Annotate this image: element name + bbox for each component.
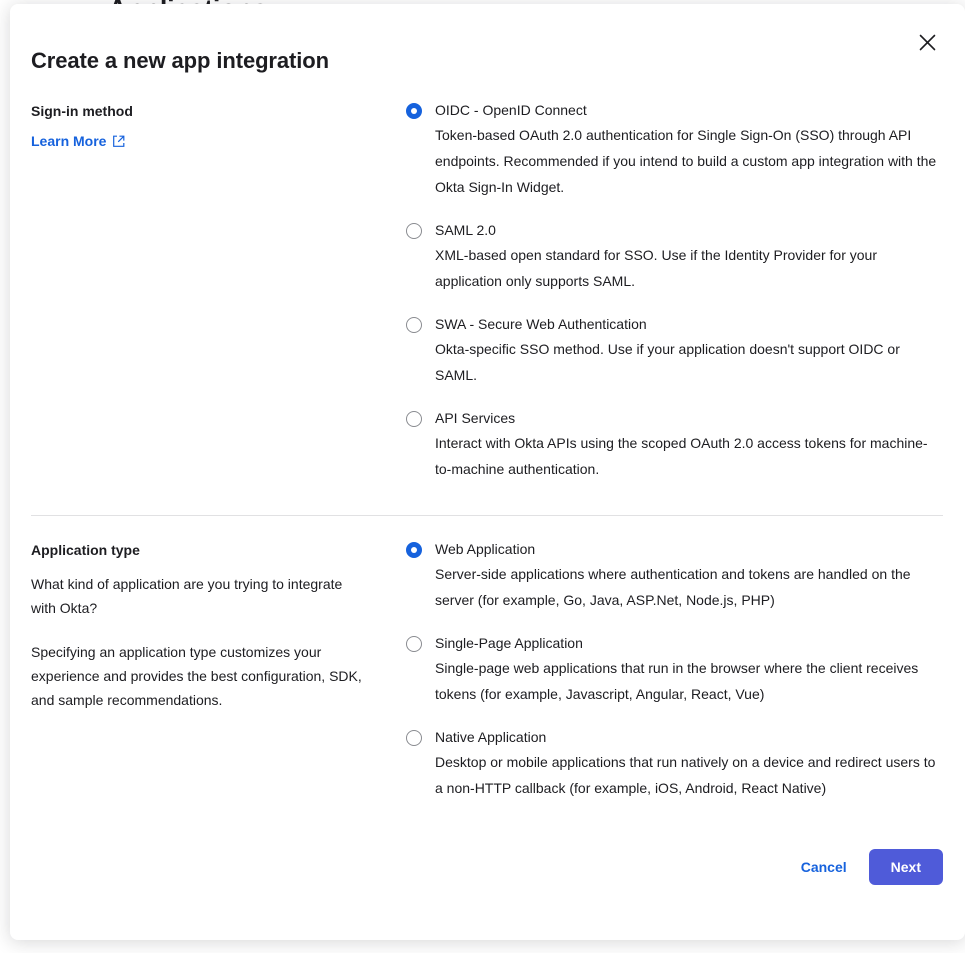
sign-in-method-label: Sign-in method	[31, 103, 133, 119]
radio-oidc-openid-connect[interactable]	[406, 103, 422, 119]
option-title: SAML 2.0	[435, 222, 496, 238]
close-icon[interactable]	[913, 28, 941, 56]
application-type-labels	[31, 539, 406, 712]
application-type-options	[406, 539, 943, 801]
sign-in-method-options	[406, 100, 943, 482]
radio-single-page-application[interactable]	[406, 636, 422, 652]
external-link-icon	[112, 135, 125, 148]
next-button[interactable]: Next	[869, 849, 943, 885]
option-title: SWA - Secure Web Authentication	[435, 316, 647, 332]
learn-more-link[interactable]	[31, 133, 125, 149]
option-description: XML-based open standard for SSO. Use if the Identity Provider for your application only supports SAML.	[435, 247, 877, 289]
create-app-integration-dialog	[10, 4, 965, 940]
option-swa-secure-web-authentication[interactable]	[406, 314, 943, 388]
application-type-label: Application type	[31, 542, 140, 558]
option-title: Native Application	[435, 729, 547, 745]
sign-in-method-labels	[31, 100, 406, 151]
option-saml-2-0[interactable]	[406, 220, 943, 294]
option-description: Single-page web applications that run in the browser where the client receives tokens (for example, Javascript, Angular, React, Vue)	[435, 660, 919, 702]
option-description: Okta-specific SSO method. Use if your application doesn't support OIDC or SAML.	[435, 341, 900, 383]
learn-more-label: Learn More	[31, 133, 107, 149]
option-description: Server-side applications where authentication and tokens are handled on the server (for example, Go, Java, ASP.Net, Node.js, PHP)	[435, 566, 911, 608]
radio-web-application[interactable]	[406, 542, 422, 558]
option-description: Interact with Okta APIs using the scoped OAuth 2.0 access tokens for machine-to-machine authentication.	[435, 435, 928, 477]
option-title: OIDC - OpenID Connect	[435, 102, 587, 118]
radio-native-application[interactable]	[406, 730, 422, 746]
option-title: Single-Page Application	[435, 635, 583, 651]
radio-api-services[interactable]	[406, 411, 422, 427]
option-description: Token-based OAuth 2.0 authentication for Single Sign-On (SSO) through API endpoints. Recommended if you intend to build a custom app integration with the Okta Sign-In Widget.	[435, 127, 937, 195]
option-native-application[interactable]	[406, 727, 943, 801]
close-icon-glyph	[919, 34, 936, 51]
radio-saml-2-0[interactable]	[406, 223, 422, 239]
application-type-help-2: Specifying an application type customizes your experience and provides the best configuration, SDK, and sample recommendations.	[31, 644, 362, 708]
dialog-title: Create a new app integration	[31, 48, 329, 73]
radio-swa-secure-web-authentication[interactable]	[406, 317, 422, 333]
application-type-help-1: What kind of application are you trying to integrate with Okta?	[31, 576, 343, 616]
option-oidc-openid-connect[interactable]	[406, 100, 943, 200]
option-description: Desktop or mobile applications that run natively on a device and redirect users to a non-HTTP callback (for example, iOS, Android, React Native)	[435, 754, 936, 796]
application-type-section	[31, 539, 943, 801]
option-api-services[interactable]	[406, 408, 943, 482]
option-title: API Services	[435, 410, 516, 426]
dialog-footer	[797, 849, 943, 885]
option-web-application[interactable]	[406, 539, 943, 613]
option-single-page-application[interactable]	[406, 633, 943, 707]
sign-in-method-section	[31, 100, 943, 482]
option-title: Web Application	[435, 541, 536, 557]
cancel-button[interactable]: Cancel	[797, 851, 851, 883]
section-divider	[31, 515, 943, 516]
